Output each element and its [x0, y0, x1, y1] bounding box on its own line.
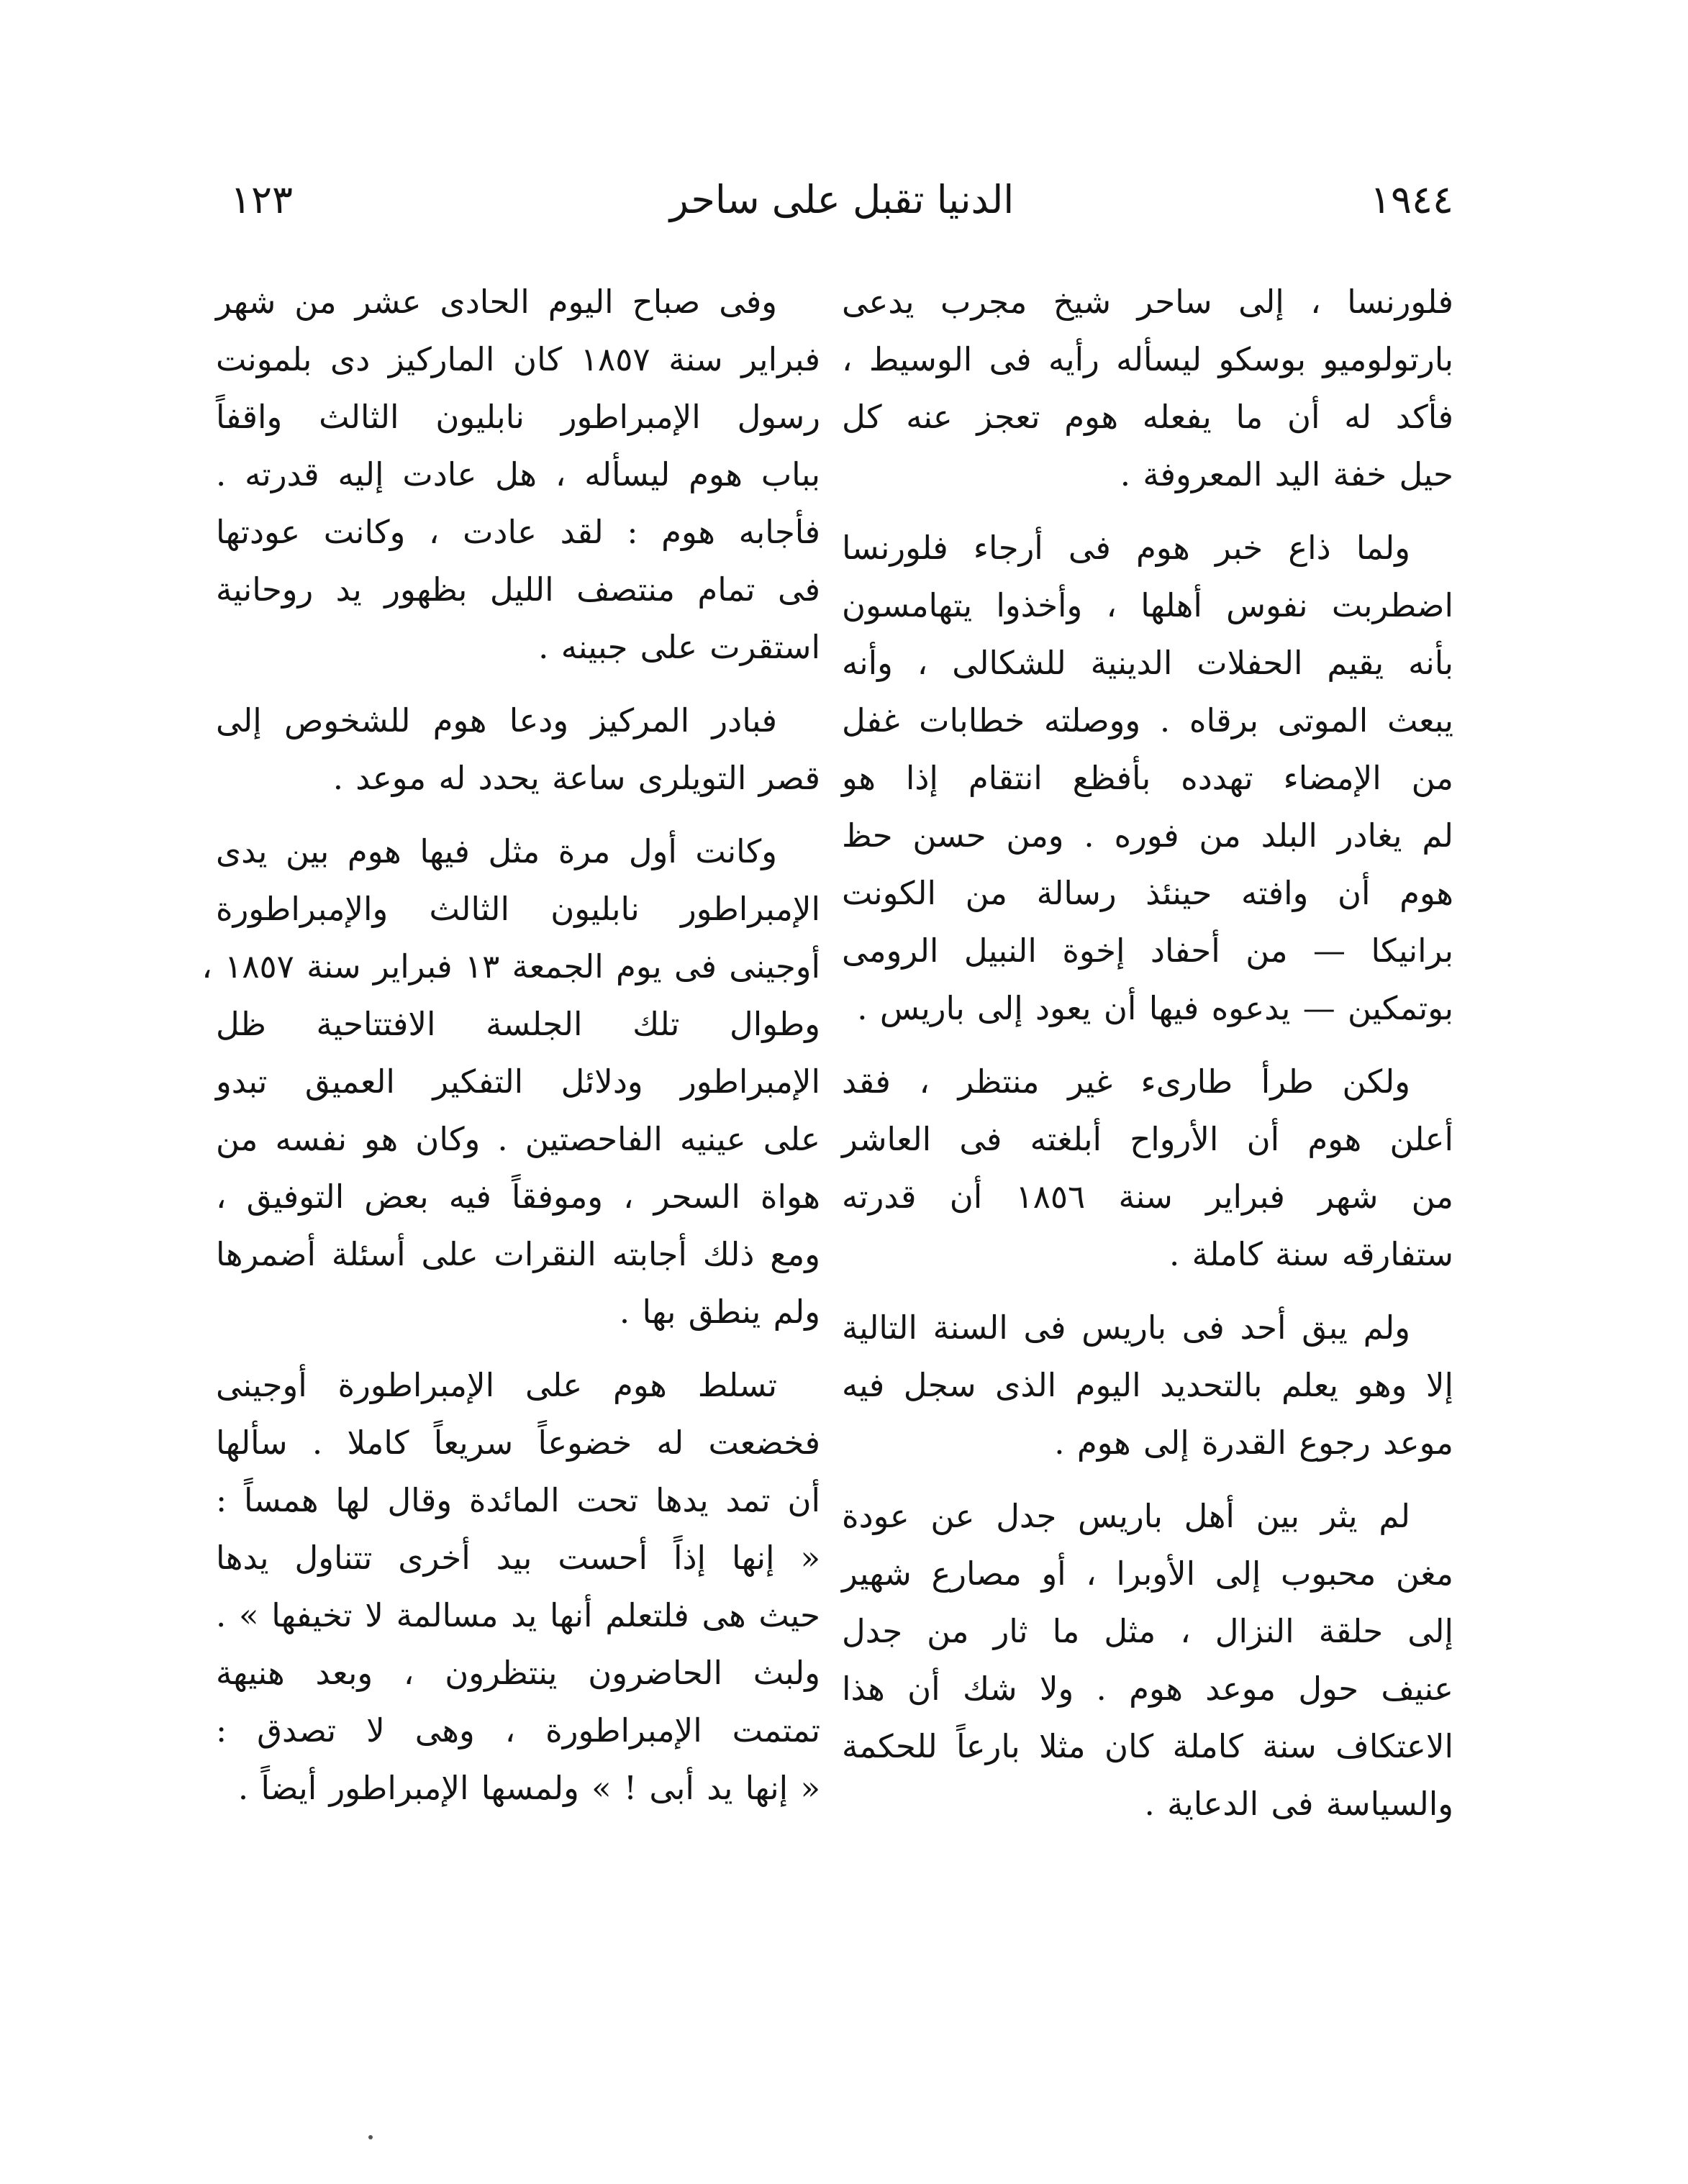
text-line: وكانت أول مرة مثل فيها هوم بين يدى: [216, 832, 777, 870]
text-line: والسياسة فى الدعاية .: [1144, 1785, 1453, 1823]
paragraph: [842, 1488, 1453, 1833]
text-line: عنيف حول موعد هوم . ولا شك أن هذا: [842, 1670, 1453, 1708]
text-line: « إنها إذاً أحست بيد أخرى تتناول يدها: [216, 1539, 820, 1577]
text-line: يبعث الموتى برقاه . ووصلته خطابات غفل: [842, 701, 1453, 740]
text-line: الاعتكاف سنة كاملة كان مثلا بارعاً للحكمة: [842, 1727, 1453, 1765]
text-line: إلا وهو يعلم بالتحديد اليوم الذى سجل فيه: [842, 1366, 1453, 1404]
text-line: ستفارقه سنة كاملة .: [1169, 1235, 1453, 1273]
text-line: تسلط هوم على الإمبراطورة أوجينى: [216, 1366, 777, 1404]
text-line: ولم ينطق بها .: [619, 1293, 820, 1331]
text-line: هواة السحر ، وموفقاً فيه بعض التوفيق ،: [216, 1178, 820, 1216]
text-line: فأكد له أن ما يفعله هوم تعجز عنه كل: [842, 398, 1453, 436]
left-text-column: [201, 273, 821, 1817]
text-line: أن تمد يدها تحت المائدة وقال لها همساً :: [216, 1481, 820, 1519]
text-line: لم يثر بين أهل باريس جدل عن عودة: [842, 1497, 1410, 1535]
text-line: بأنه يقيم الحفلات الدينية للشكالى ، وأنه: [842, 644, 1453, 682]
text-line: ولبث الحاضرون ينتظرون ، وبعد هنيهة: [216, 1654, 820, 1692]
text-line: رسول الإمبراطور نابليون الثالث واقفاً: [216, 398, 820, 436]
text-line: مغن محبوب إلى الأوبرا ، أو مصارع شهير: [842, 1555, 1453, 1593]
paragraph: [201, 823, 820, 1341]
text-line: فأجابه هوم : لقد عادت ، وكانت عودتها: [216, 513, 820, 551]
text-line: ومع ذلك أجابته النقرات على أسئلة أضمرها: [216, 1235, 820, 1273]
text-line: ولما ذاع خبر هوم فى أرجاء فلورنسا: [842, 529, 1410, 567]
text-line: بباب هوم ليسأله ، هل عادت إليه قدرته .: [216, 455, 820, 493]
text-line: الإمبراطور ودلائل التفكير العميق تبدو: [216, 1063, 820, 1101]
text-line: فبراير سنة ١٨٥٧ كان الماركيز دى بلمونت: [216, 340, 821, 378]
text-line: ولم يبق أحد فى باريس فى السنة التالية: [842, 1309, 1410, 1347]
text-line: على عينيه الفاحصتين . وكان هو نفسه من: [216, 1120, 820, 1158]
text-line: وفى صباح اليوم الحادى عشر من شهر: [216, 283, 777, 321]
text-line: وطوال تلك الجلسة الافتتاحية ظل: [216, 1005, 820, 1043]
text-line: بوتمكين — يدعوه فيها أن يعود إلى باريس .: [857, 989, 1453, 1027]
text-line: « إنها يد أبى ! » ولمسها الإمبراطور أيضاً .: [237, 1769, 820, 1807]
text-line: اضطربت نفوس أهلها ، وأخذوا يتهامسون: [842, 586, 1453, 624]
text-line: من شهر فبراير سنة ١٨٥٦ أن قدرته: [842, 1178, 1454, 1216]
paragraph: [842, 1053, 1453, 1283]
text-line: استقرت على جبينه .: [538, 628, 820, 666]
text-line: تمتمت الإمبراطورة ، وهى لا تصدق :: [216, 1711, 820, 1750]
paragraph: [842, 519, 1453, 1037]
chapter-title: الدنيا تقبل على ساحر: [669, 177, 1015, 222]
text-line: فلورنسا ، إلى ساحر شيخ مجرب يدعى: [842, 283, 1453, 321]
text-line: موعد رجوع القدرة إلى هوم .: [1054, 1424, 1453, 1462]
paragraph: [842, 1299, 1453, 1472]
text-line: فى تمام منتصف الليل بظهور يد روحانية: [216, 570, 820, 609]
text-line: فبادر المركيز ودعا هوم للشخوص إلى: [216, 701, 777, 740]
running-header: [230, 171, 1453, 236]
page-number: ١٢٣: [230, 177, 294, 222]
text-line: هوم أن وافته حينئذ رسالة من الكونت: [842, 874, 1453, 912]
text-line: فخضعت له خضوعاً سريعاً كاملا . سألها: [216, 1424, 820, 1462]
text-line: إلى حلقة النزال ، مثل ما ثار من جدل: [842, 1612, 1453, 1650]
paragraph: [216, 692, 820, 807]
text-line: الإمبراطور نابليون الثالث والإمبراطورة: [216, 890, 820, 928]
text-line: ولكن طرأ طارىء غير منتظر ، فقد: [842, 1063, 1410, 1101]
text-line: بارتولوميو بوسكو ليسأله رأيه فى الوسيط ،: [842, 340, 1453, 378]
paragraph: [216, 273, 820, 676]
text-line: قصر التويلرى ساعة يحدد له موعد .: [332, 759, 820, 797]
text-line: برانيكا — من أحفاد إخوة النبيل الرومى: [842, 932, 1453, 970]
text-line: حيل خفة اليد المعروفة .: [1120, 455, 1453, 493]
text-line: حيث هى فلتعلم أنها يد مسالمة لا تخيفها » .: [216, 1596, 820, 1634]
paragraph: [842, 273, 1453, 504]
header-year: ١٩٤٤: [1369, 177, 1453, 222]
ink-speck: [368, 2135, 373, 2139]
right-text-column: [842, 273, 1453, 1833]
text-line: أوجينى فى يوم الجمعة ١٣ فبراير سنة ١٨٥٧ ،: [201, 947, 820, 986]
text-line: أعلن هوم أن الأرواح أبلغته فى العاشر: [842, 1120, 1453, 1158]
text-line: لم يغادر البلد من فوره . ومن حسن حظ: [842, 816, 1453, 855]
paragraph: [216, 1357, 820, 1817]
text-line: من الإمضاء تهدده بأفظع انتقام إذا هو: [842, 759, 1453, 797]
